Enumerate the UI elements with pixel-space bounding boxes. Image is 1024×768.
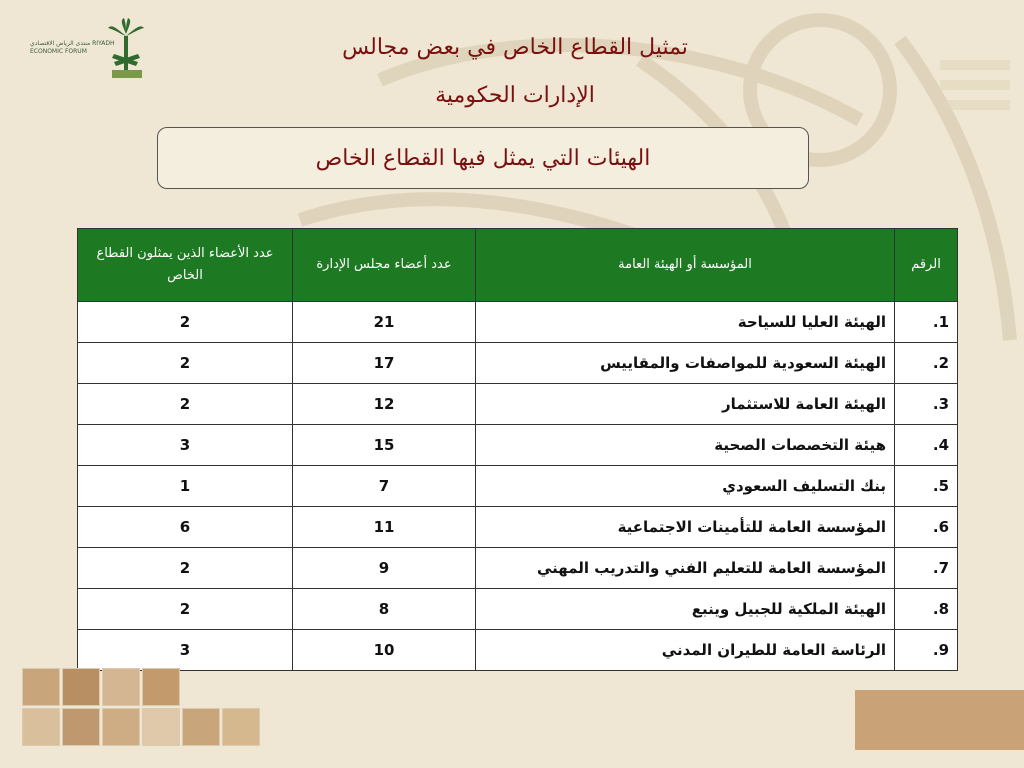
row-board-members: 10 [293,630,476,671]
thumbnail-image [62,708,100,746]
table-row [78,343,958,384]
row-institution: هيئة التخصصات الصحية [476,425,895,466]
table-row [78,507,958,548]
row-board-members: 9 [293,548,476,589]
row-private-members: 3 [78,630,293,671]
table-row [78,302,958,343]
row-board-members: 8 [293,589,476,630]
row-institution: المؤسسة العامة للتأمينات الاجتماعية [476,507,895,548]
header-private-members: عدد الأعضاء الذين يمثلون القطاع الخاص [78,229,293,302]
row-private-members: 2 [78,384,293,425]
table-header-row [78,229,958,302]
row-number: 7. [895,548,958,589]
row-institution: المؤسسة العامة للتعليم الفني والتدريب المهني [476,548,895,589]
table-row [78,589,958,630]
row-institution: الهيئة الملكية للجبيل وينبع [476,589,895,630]
table-row [78,425,958,466]
row-private-members: 2 [78,589,293,630]
logo-text: منتدى الرياض الاقتصادي RIYADH ECONOMIC FORUM [30,40,115,55]
row-private-members: 3 [78,425,293,466]
subtitle-box [157,127,809,189]
row-private-members: 2 [78,302,293,343]
row-private-members: 6 [78,507,293,548]
row-board-members: 7 [293,466,476,507]
row-institution: بنك التسليف السعودي [476,466,895,507]
row-board-members: 11 [293,507,476,548]
row-private-members: 1 [78,466,293,507]
representation-table [77,228,958,671]
row-number: 3. [895,384,958,425]
thumbnail-image [102,668,140,706]
table-row [78,630,958,671]
row-board-members: 17 [293,343,476,384]
table-row [78,384,958,425]
title-line-1: تمثيل القطاع الخاص في بعض مجالس [342,35,688,60]
thumbnail-image [102,708,140,746]
thumbnail-image [22,668,60,706]
row-board-members: 15 [293,425,476,466]
thumbnail-image [22,708,60,746]
row-number: 6. [895,507,958,548]
table-row [78,466,958,507]
row-institution: الهيئة السعودية للمواصفات والمقاييس [476,343,895,384]
row-institution: الرئاسة العامة للطيران المدني [476,630,895,671]
row-board-members: 21 [293,302,476,343]
row-institution: الهيئة العليا للسياحة [476,302,895,343]
row-number: 1. [895,302,958,343]
table-row [78,548,958,589]
row-number: 8. [895,589,958,630]
thumbnail-image [62,668,100,706]
row-number: 2. [895,343,958,384]
header-number: الرقم [895,229,958,302]
row-number: 5. [895,466,958,507]
title-line-2: الإدارات الحكومية [435,83,595,108]
thumbnail-image [222,708,260,746]
header-institution: المؤسسة أو الهيئة العامة [476,229,895,302]
row-number: 4. [895,425,958,466]
row-board-members: 12 [293,384,476,425]
header-board-members: عدد أعضاء مجلس الإدارة [293,229,476,302]
thumbnail-image [142,668,180,706]
row-private-members: 2 [78,343,293,384]
decorative-block [855,690,1024,750]
subtitle-text: الهيئات التي يمثل فيها القطاع الخاص [315,145,651,171]
thumbnail-image [182,708,220,746]
page-title [250,24,780,120]
thumbnail-image [142,708,180,746]
row-private-members: 2 [78,548,293,589]
row-institution: الهيئة العامة للاستثمار [476,384,895,425]
row-number: 9. [895,630,958,671]
